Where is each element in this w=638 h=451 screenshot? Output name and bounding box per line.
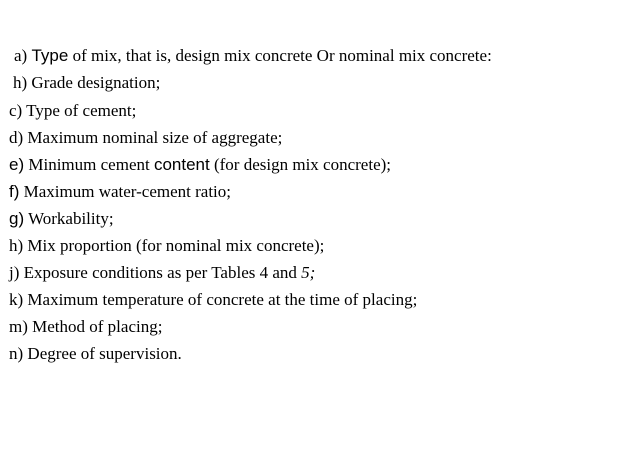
list-item-min-cement-content <box>9 155 391 175</box>
list-item-text: (for design mix concrete); <box>209 155 391 174</box>
list-marker: a) <box>14 46 28 65</box>
list-item-workability <box>9 209 114 229</box>
list-item-degree-of-supervision <box>9 344 182 364</box>
emphasis-keyword: content <box>153 155 210 174</box>
list-item-text: h) Mix proportion (for nominal mix concrete); <box>9 236 325 255</box>
list-marker: e) <box>9 155 25 174</box>
list-marker: g) <box>9 209 25 228</box>
list-item-text: n) Degree of supervision. <box>9 344 182 363</box>
list-item-text: Maximum water-cement ratio; <box>19 182 232 201</box>
list-item-method-of-placing <box>9 317 162 337</box>
list-item-text: Minimum cement <box>24 155 154 174</box>
list-item-text-italic: 5; <box>301 263 316 282</box>
list-item-text: c) Type of cement; <box>9 101 137 120</box>
list-item-water-cement-ratio <box>9 182 231 202</box>
list-item-text: j) Exposure conditions as per Tables 4 and <box>9 263 302 282</box>
list-item-grade-designation <box>13 73 160 93</box>
list-item-mix-proportion <box>9 236 324 256</box>
list-item-max-temperature <box>9 290 417 310</box>
list-item-text: k) Maximum temperature of concrete at the time of placing; <box>9 290 418 309</box>
list-item-max-aggregate-size <box>9 128 282 148</box>
list-item-text: m) Method of placing; <box>9 317 163 336</box>
emphasis-keyword: Type <box>31 46 69 65</box>
list-marker: f) <box>9 182 20 201</box>
list-item-text: of mix, that is, design mix concrete Or nominal mix concrete: <box>68 46 492 65</box>
list-item-text: d) Maximum nominal size of aggregate; <box>9 128 283 147</box>
list-item-exposure-conditions <box>9 263 315 283</box>
list-item-text: h) Grade designation; <box>13 73 161 92</box>
list-item-text: Workability; <box>24 209 114 228</box>
list-item-type-of-mix <box>14 46 492 66</box>
list-item-type-of-cement <box>9 101 136 121</box>
